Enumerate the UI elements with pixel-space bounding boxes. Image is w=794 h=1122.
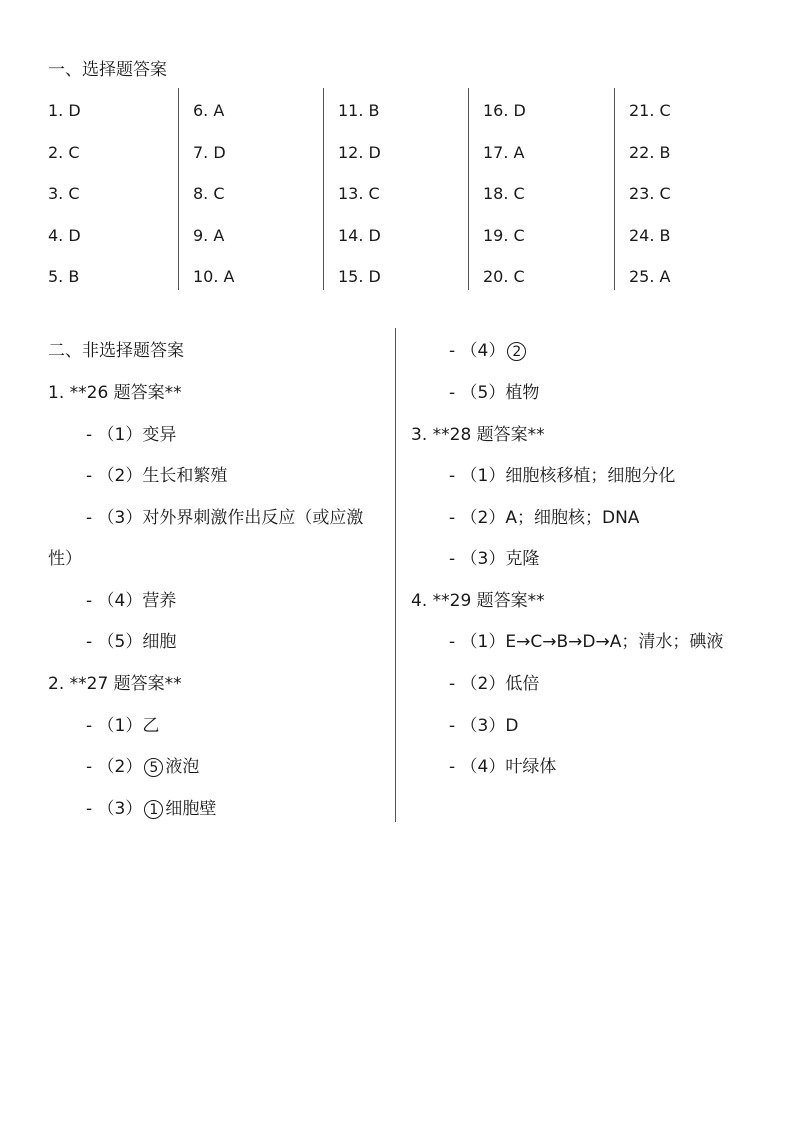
circled-number: 5	[144, 758, 163, 777]
mcq-answer: 4. D	[48, 226, 81, 245]
circled-number: 2	[507, 342, 526, 361]
mcq-answer: 8. C	[193, 184, 225, 203]
column-divider	[468, 88, 469, 290]
mcq-answer-grid	[48, 88, 758, 290]
column-divider	[323, 88, 324, 290]
answer-line: - （4）营养	[86, 591, 177, 611]
column-divider	[395, 328, 396, 822]
mcq-answer: 25. A	[629, 267, 671, 286]
mcq-answer: 1. D	[48, 101, 81, 120]
mcq-answer: 19. C	[483, 226, 525, 245]
answer-line: - （1）乙	[86, 716, 160, 736]
question-heading-27: 2. **27 题答案**	[48, 674, 182, 694]
answer-line: - （5）植物	[449, 383, 540, 403]
mcq-answer: 9. A	[193, 226, 225, 245]
answer-text: 液泡	[165, 757, 200, 777]
answer-line: - （2）生长和繁殖	[86, 466, 228, 486]
mcq-answer: 24. B	[629, 226, 671, 245]
mcq-answer: 22. B	[629, 143, 671, 162]
answer-line: - （2）低倍	[449, 674, 540, 694]
answer-line	[86, 799, 216, 819]
column-divider	[614, 88, 615, 290]
mcq-answer: 11. B	[338, 101, 380, 120]
mcq-answer: 18. C	[483, 184, 525, 203]
answer-prefix: - （2）	[86, 757, 143, 777]
answer-line: - （5）细胞	[86, 632, 177, 652]
mcq-answer: 17. A	[483, 143, 525, 162]
mcq-answer: 13. C	[338, 184, 380, 203]
circled-number: 1	[144, 800, 163, 819]
mcq-answer: 16. D	[483, 101, 526, 120]
mcq-answer: 21. C	[629, 101, 671, 120]
mcq-answer: 23. C	[629, 184, 671, 203]
answer-prefix: - （4）	[449, 341, 506, 361]
answer-line: - （1）E→C→B→D→A；清水；碘液	[449, 632, 724, 652]
section-title-mcq: 一、选择题答案	[48, 60, 167, 80]
mcq-answer: 20. C	[483, 267, 525, 286]
mcq-answer: 6. A	[193, 101, 225, 120]
mcq-answer: 15. D	[338, 267, 381, 286]
answer-line: - （3）对外界刺激作出反应（或应激	[86, 508, 364, 528]
answer-text: 细胞壁	[165, 799, 217, 819]
mcq-answer: 7. D	[193, 143, 226, 162]
question-heading-28: 3. **28 题答案**	[411, 425, 545, 445]
mcq-answer: 2. C	[48, 143, 80, 162]
column-divider	[178, 88, 179, 290]
answer-line: 性）	[48, 549, 82, 569]
answer-line	[86, 757, 199, 777]
answer-line: - （3）克隆	[449, 549, 540, 569]
section-title-non-mcq: 二、非选择题答案	[48, 341, 184, 361]
answer-line: - （3）D	[449, 716, 519, 736]
answer-line: - （2）A；细胞核；DNA	[449, 508, 640, 528]
mcq-answer: 5. B	[48, 267, 80, 286]
mcq-answer: 14. D	[338, 226, 381, 245]
answer-line: - （4）叶绿体	[449, 757, 557, 777]
question-heading-26: 1. **26 题答案**	[48, 383, 182, 403]
question-heading-29: 4. **29 题答案**	[411, 591, 545, 611]
answer-line: - （1）细胞核移植；细胞分化	[449, 466, 676, 486]
answer-line	[449, 341, 528, 361]
answer-line: - （1）变异	[86, 425, 177, 445]
answer-prefix: - （3）	[86, 799, 143, 819]
mcq-answer: 3. C	[48, 184, 80, 203]
mcq-answer: 10. A	[193, 267, 235, 286]
mcq-answer: 12. D	[338, 143, 381, 162]
